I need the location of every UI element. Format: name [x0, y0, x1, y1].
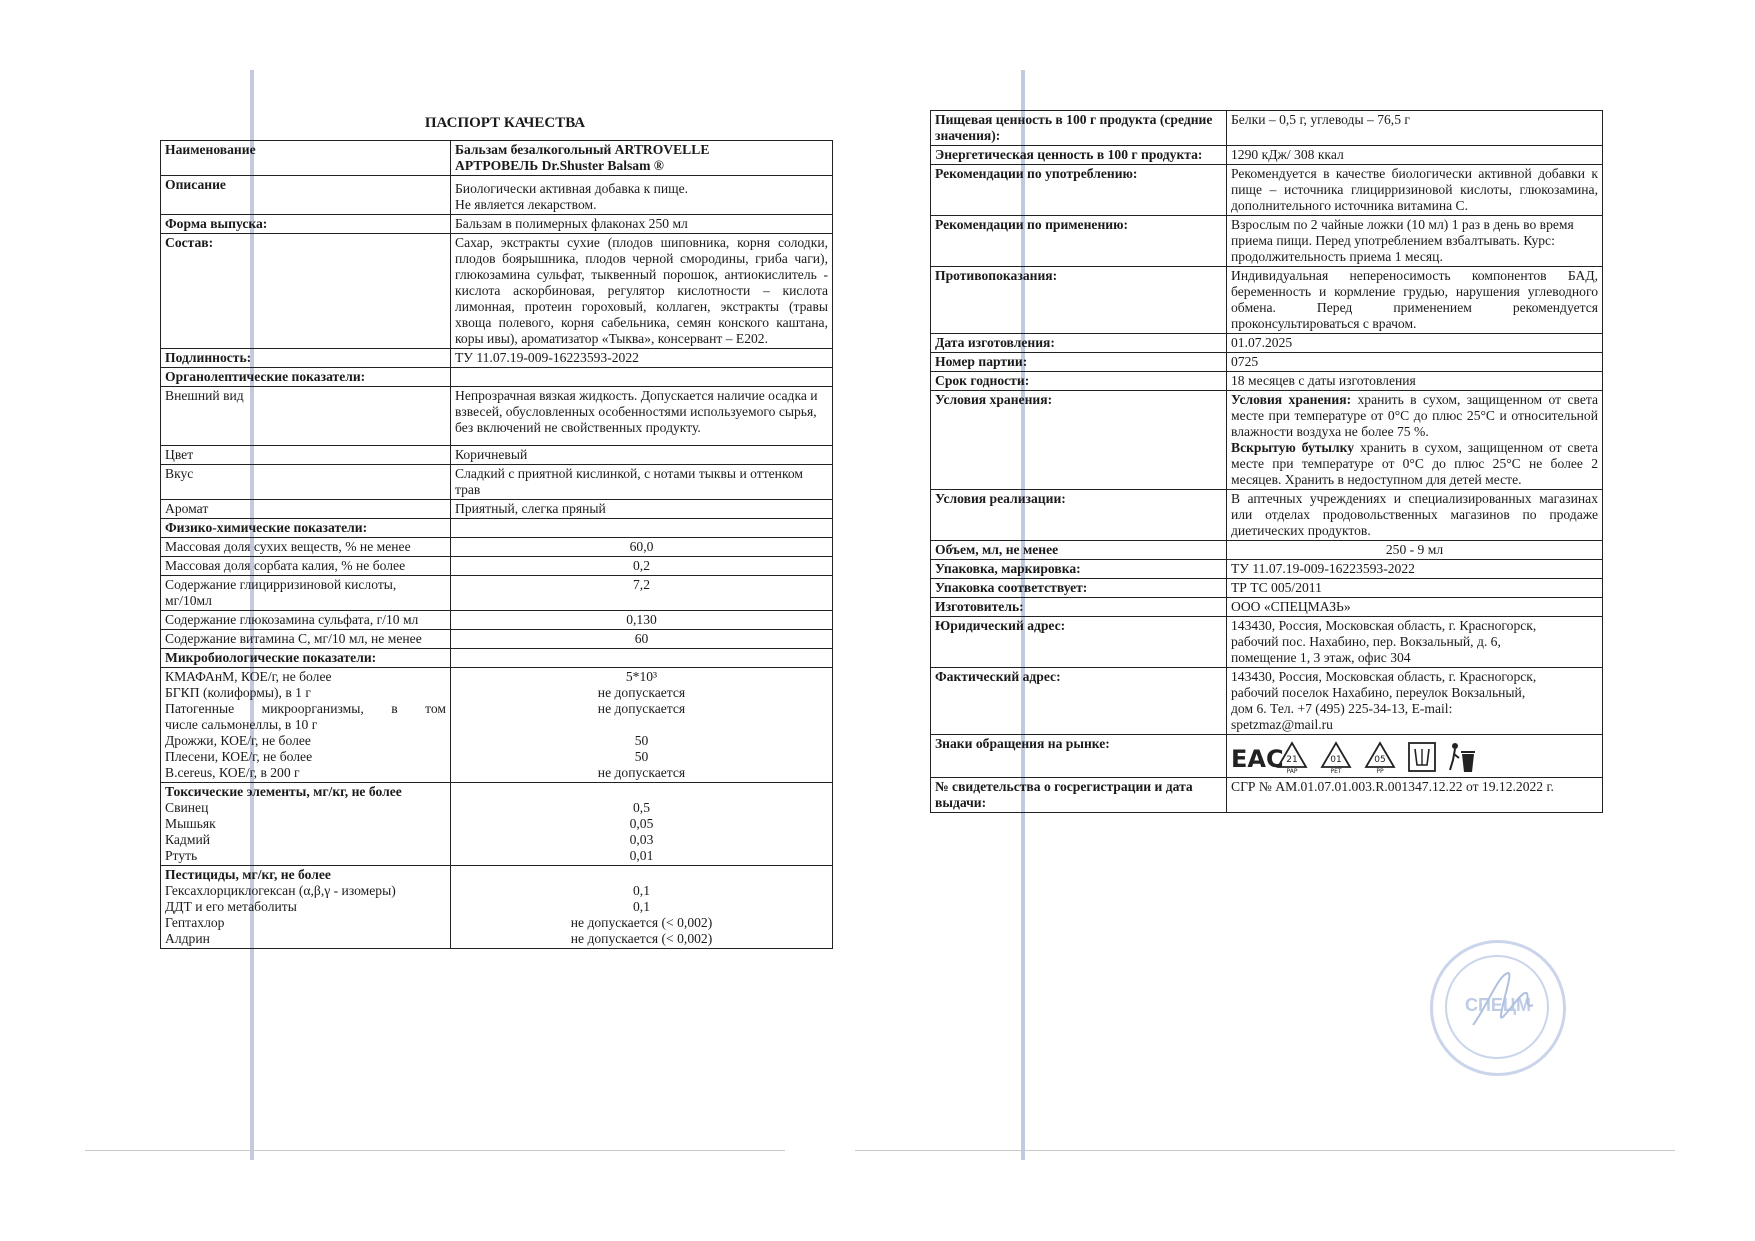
row-batch-number: [931, 353, 1603, 372]
quality-passport-table-right: [930, 110, 1603, 813]
row-value: 143430, Россия, Московская область, г. Красногорск, рабочий пос. Нахабино, пер. Вокзальный, д. 6, помещение 1, 3 этаж, офис 304: [1227, 617, 1603, 668]
row-value: Взрослым по 2 чайные ложки (10 мл) 1 раз в день во время приема пищи. Перед употреблением взбалтывать. Курс: продолжительность приема 1 месяц.: [1227, 216, 1603, 267]
row-label: Срок годности:: [931, 372, 1227, 391]
row-label: Энергетическая ценность в 100 г продукта:: [931, 146, 1227, 165]
row-label: Упаковка соответствует:: [931, 579, 1227, 598]
toxic-labels: Токсические элементы, мг/кг, не более Свинец Мышьяк Кадмий Ртуть: [161, 783, 451, 866]
row-value: Непрозрачная вязкая жидкость. Допускается наличие осадка и взвесей, обусловленных особенностями используемого сырья, без включений не свойственных продукту.: [451, 387, 833, 446]
svg-text:21: 21: [1286, 755, 1298, 765]
row-value: В аптечных учреждениях и специализированных магазинах или отделах продовольственных магазинов по продаже диетических продуктов.: [1227, 490, 1603, 541]
section-micro: [161, 649, 833, 668]
row-taste: [161, 465, 833, 500]
svg-text:PP: PP: [1376, 768, 1384, 775]
svg-text:PET: PET: [1330, 768, 1342, 775]
row-label: Дата изготовления:: [931, 334, 1227, 353]
market-marks: [1231, 736, 1598, 774]
row-nutrition: [931, 111, 1603, 146]
row-glycyrrhizic: [161, 576, 833, 611]
micro-values: 5*10³ не допускается не допускается 50 50 не допускается: [451, 668, 833, 783]
signature-icon: [1463, 965, 1543, 1035]
row-label: Рекомендации по применению:: [931, 216, 1227, 267]
row-label: Аромат: [161, 500, 451, 519]
svg-text:05: 05: [1374, 755, 1386, 765]
row-registration-certificate: [931, 778, 1603, 813]
row-sorbate: [161, 557, 833, 576]
eac-mark-icon: [1231, 743, 1284, 773]
row-actual-address: [931, 668, 1603, 735]
toxic-block: [161, 783, 833, 866]
row-label: Массовая доля сорбата калия, % не более: [161, 557, 451, 576]
row-value: 60: [451, 630, 833, 649]
row-manufacturer: [931, 598, 1603, 617]
row-value: 250 - 9 мл: [1227, 541, 1603, 560]
product-name: Бальзам безалкогольный ARTROVELLE АРТРОВЕЛЬ Dr.Shuster Balsam ®: [451, 141, 833, 176]
row-storage: [931, 391, 1603, 490]
recycle-05-pp-icon: [1363, 740, 1397, 774]
row-value: Бальзам в полимерных флаконах 250 мл: [451, 215, 833, 234]
row-label: Знаки обращения на рынке:: [931, 735, 1227, 778]
row-label: Цвет: [161, 446, 451, 465]
row-appearance: [161, 387, 833, 446]
page2-bottom-edge: [855, 1150, 1675, 1151]
row-manufacture-date: [931, 334, 1603, 353]
row-label: Фактический адрес:: [931, 668, 1227, 735]
pesticides-labels: Пестициды, мг/кг, не более Гексахлорциклогексан (α,β,γ - изомеры) ДДТ и его метаболиты Гептахлор Алдрин: [161, 866, 451, 949]
row-label: Объем, мл, не менее: [931, 541, 1227, 560]
micro-labels: КМАФАнМ, КОЕ/г, не более БГКП (колиформы), в 1 г Патогенные микроорганизмы, в том числе сальмонеллы, в 10 г Дрожжи, КОЕ/г, не более Плесени, КОЕ/г, не более B.cereus, КОЕ/г, в 200 г: [161, 668, 451, 783]
row-value: 60,0: [451, 538, 833, 557]
row-label: Состав:: [161, 234, 451, 349]
company-stamp: [1430, 940, 1566, 1076]
quality-passport-table-left: [160, 140, 833, 949]
row-label: Пищевая ценность в 100 г продукта (средние значения):: [931, 111, 1227, 146]
row-value: Сахар, экстракты сухие (плодов шиповника, корня солодки, плодов боярышника, плодов черной смородины, гриба чаги), глюкозамина сульфат, тыквенный порошок, антиокислитель - кислота аскорбиновая, регулятор кислотности – кислота лимонная, протеин гороховый, коллаген, экстракты (травы хвоща полевого, корня сабельника, семян конского каштана, коры ивы), ароматизатор «Тыква», консервант – Е202.: [451, 234, 833, 349]
row-sales-conditions: [931, 490, 1603, 541]
row-volume: [931, 541, 1603, 560]
row-label: Внешний вид: [161, 387, 451, 446]
page-title: ПАСПОРТ КАЧЕСТВА: [424, 115, 586, 131]
row-legal-address: [931, 617, 1603, 668]
row-value: 0,2: [451, 557, 833, 576]
row-glucosamine: [161, 611, 833, 630]
pesticides-block: [161, 866, 833, 949]
row-label: Условия хранения:: [931, 391, 1227, 490]
row-value: 0725: [1227, 353, 1603, 372]
row-label: Содержание витамина С, мг/10 мл, не менее: [161, 630, 451, 649]
svg-text:01: 01: [1330, 755, 1342, 765]
row-energy: [931, 146, 1603, 165]
row-aroma: [161, 500, 833, 519]
row-label: Рекомендации по употреблению:: [931, 165, 1227, 216]
row-label: Упаковка, маркировка:: [931, 560, 1227, 579]
row-value: СГР № AM.01.07.01.003.R.001347.12.22 от 19.12.2022 г.: [1227, 778, 1603, 813]
row-vitamin-c: [161, 630, 833, 649]
row-value: Белки – 0,5 г, углеводы – 76,5 г: [1227, 111, 1603, 146]
row-contraindications: [931, 267, 1603, 334]
section-header: Физико-химические показатели:: [161, 519, 451, 538]
row-label: Подлинность:: [161, 349, 451, 368]
row-label: Изготовитель:: [931, 598, 1227, 617]
row-value: Рекомендуется в качестве биологически активной добавки к пище – источника глицирризиновой кислоты, глюкозамина, дополнительного источника витамина С.: [1227, 165, 1603, 216]
row-value: 7,2: [451, 576, 833, 611]
row-value: Приятный, слегка пряный: [451, 500, 833, 519]
row-value: Биологически активная добавка к пище. Не является лекарством.: [451, 176, 833, 215]
food-contact-icon: [1407, 741, 1437, 773]
row-color: [161, 446, 833, 465]
row-label: Противопоказания:: [931, 267, 1227, 334]
section-header: Микробиологические показатели:: [161, 649, 451, 668]
row-release-form: [161, 215, 833, 234]
row-dry-matter: [161, 538, 833, 557]
row-label: Условия реализации:: [931, 490, 1227, 541]
row-market-marks: [931, 735, 1603, 778]
row-label: Массовая доля сухих веществ, % не менее: [161, 538, 451, 557]
row-label: Юридический адрес:: [931, 617, 1227, 668]
row-value: Сладкий с приятной кислинкой, с нотами тыквы и оттенком трав: [451, 465, 833, 500]
row-name: [161, 141, 833, 176]
row-description: [161, 176, 833, 215]
row-label: Содержание глюкозамина сульфата, г/10 мл: [161, 611, 451, 630]
row-label: Наименование: [161, 141, 451, 176]
no-litter-icon: [1447, 740, 1477, 774]
row-value: Индивидуальная непереносимость компонентов БАД, беременность и кормление грудью, нарушения углеводного обмена. Перед применением рекомендуется проконсультироваться с врачом.: [1227, 267, 1603, 334]
row-shelf-life: [931, 372, 1603, 391]
row-value: 1290 кДж/ 308 ккал: [1227, 146, 1603, 165]
row-label: Описание: [161, 176, 451, 215]
svg-text:PAP: PAP: [1286, 768, 1298, 775]
svg-text:EAC: EAC: [1231, 745, 1284, 773]
section-organoleptic: [161, 368, 833, 387]
pesticides-values: 0,1 0,1 не допускается (< 0,002) не допускается (< 0,002): [451, 866, 833, 949]
row-value: Условия хранения: хранить в сухом, защищенном от света месте при температуре от 0°С до плюс 25°С и относительной влажности воздуха не более 75 %. Вскрытую бутылку хранить в сухом, защищенном от света месте при температуре от 0°С до плюс 25°С не более 2 месяцев. Хранить в недоступном для детей месте.: [1227, 391, 1603, 490]
row-value: Коричневый: [451, 446, 833, 465]
marks-cell: [1227, 735, 1603, 778]
row-usage-recommendation: [931, 165, 1603, 216]
row-value: ООО «СПЕЦМАЗЬ»: [1227, 598, 1603, 617]
row-value: ТУ 11.07.19-009-16223593-2022: [1227, 560, 1603, 579]
row-label: № свидетельства о госрегистрации и дата выдачи:: [931, 778, 1227, 813]
row-authenticity: [161, 349, 833, 368]
row-packaging-compliance: [931, 579, 1603, 598]
row-label: Форма выпуска:: [161, 215, 451, 234]
row-value: 18 месяцев с даты изготовления: [1227, 372, 1603, 391]
row-composition: [161, 234, 833, 349]
row-value: ТУ 11.07.19-009-16223593-2022: [451, 349, 833, 368]
stamp-text: СПЕЦМ: [1464, 995, 1532, 1015]
row-packaging: [931, 560, 1603, 579]
row-value: 143430, Россия, Московская область, г. Красногорск, рабочий поселок Нахабино, переулок Вокзальный, дом 6. Тел. +7 (495) 225-34-13, E-mail: spetzmaz@mail.ru: [1227, 668, 1603, 735]
row-application: [931, 216, 1603, 267]
section-header: Органолептические показатели:: [161, 368, 451, 387]
micro-block: [161, 668, 833, 783]
row-label: Номер партии:: [931, 353, 1227, 372]
row-label: Содержание глицирризиновой кислоты, мг/10мл: [161, 576, 451, 611]
row-value: ТР ТС 005/2011: [1227, 579, 1603, 598]
recycle-21-pap-icon: [1275, 740, 1309, 774]
toxic-values: 0,5 0,05 0,03 0,01: [451, 783, 833, 866]
row-value: 0,130: [451, 611, 833, 630]
row-value: 01.07.2025: [1227, 334, 1603, 353]
recycle-01-pet-icon: [1319, 740, 1353, 774]
section-physchem: [161, 519, 833, 538]
row-label: Вкус: [161, 465, 451, 500]
page1-bottom-edge: [85, 1150, 785, 1151]
